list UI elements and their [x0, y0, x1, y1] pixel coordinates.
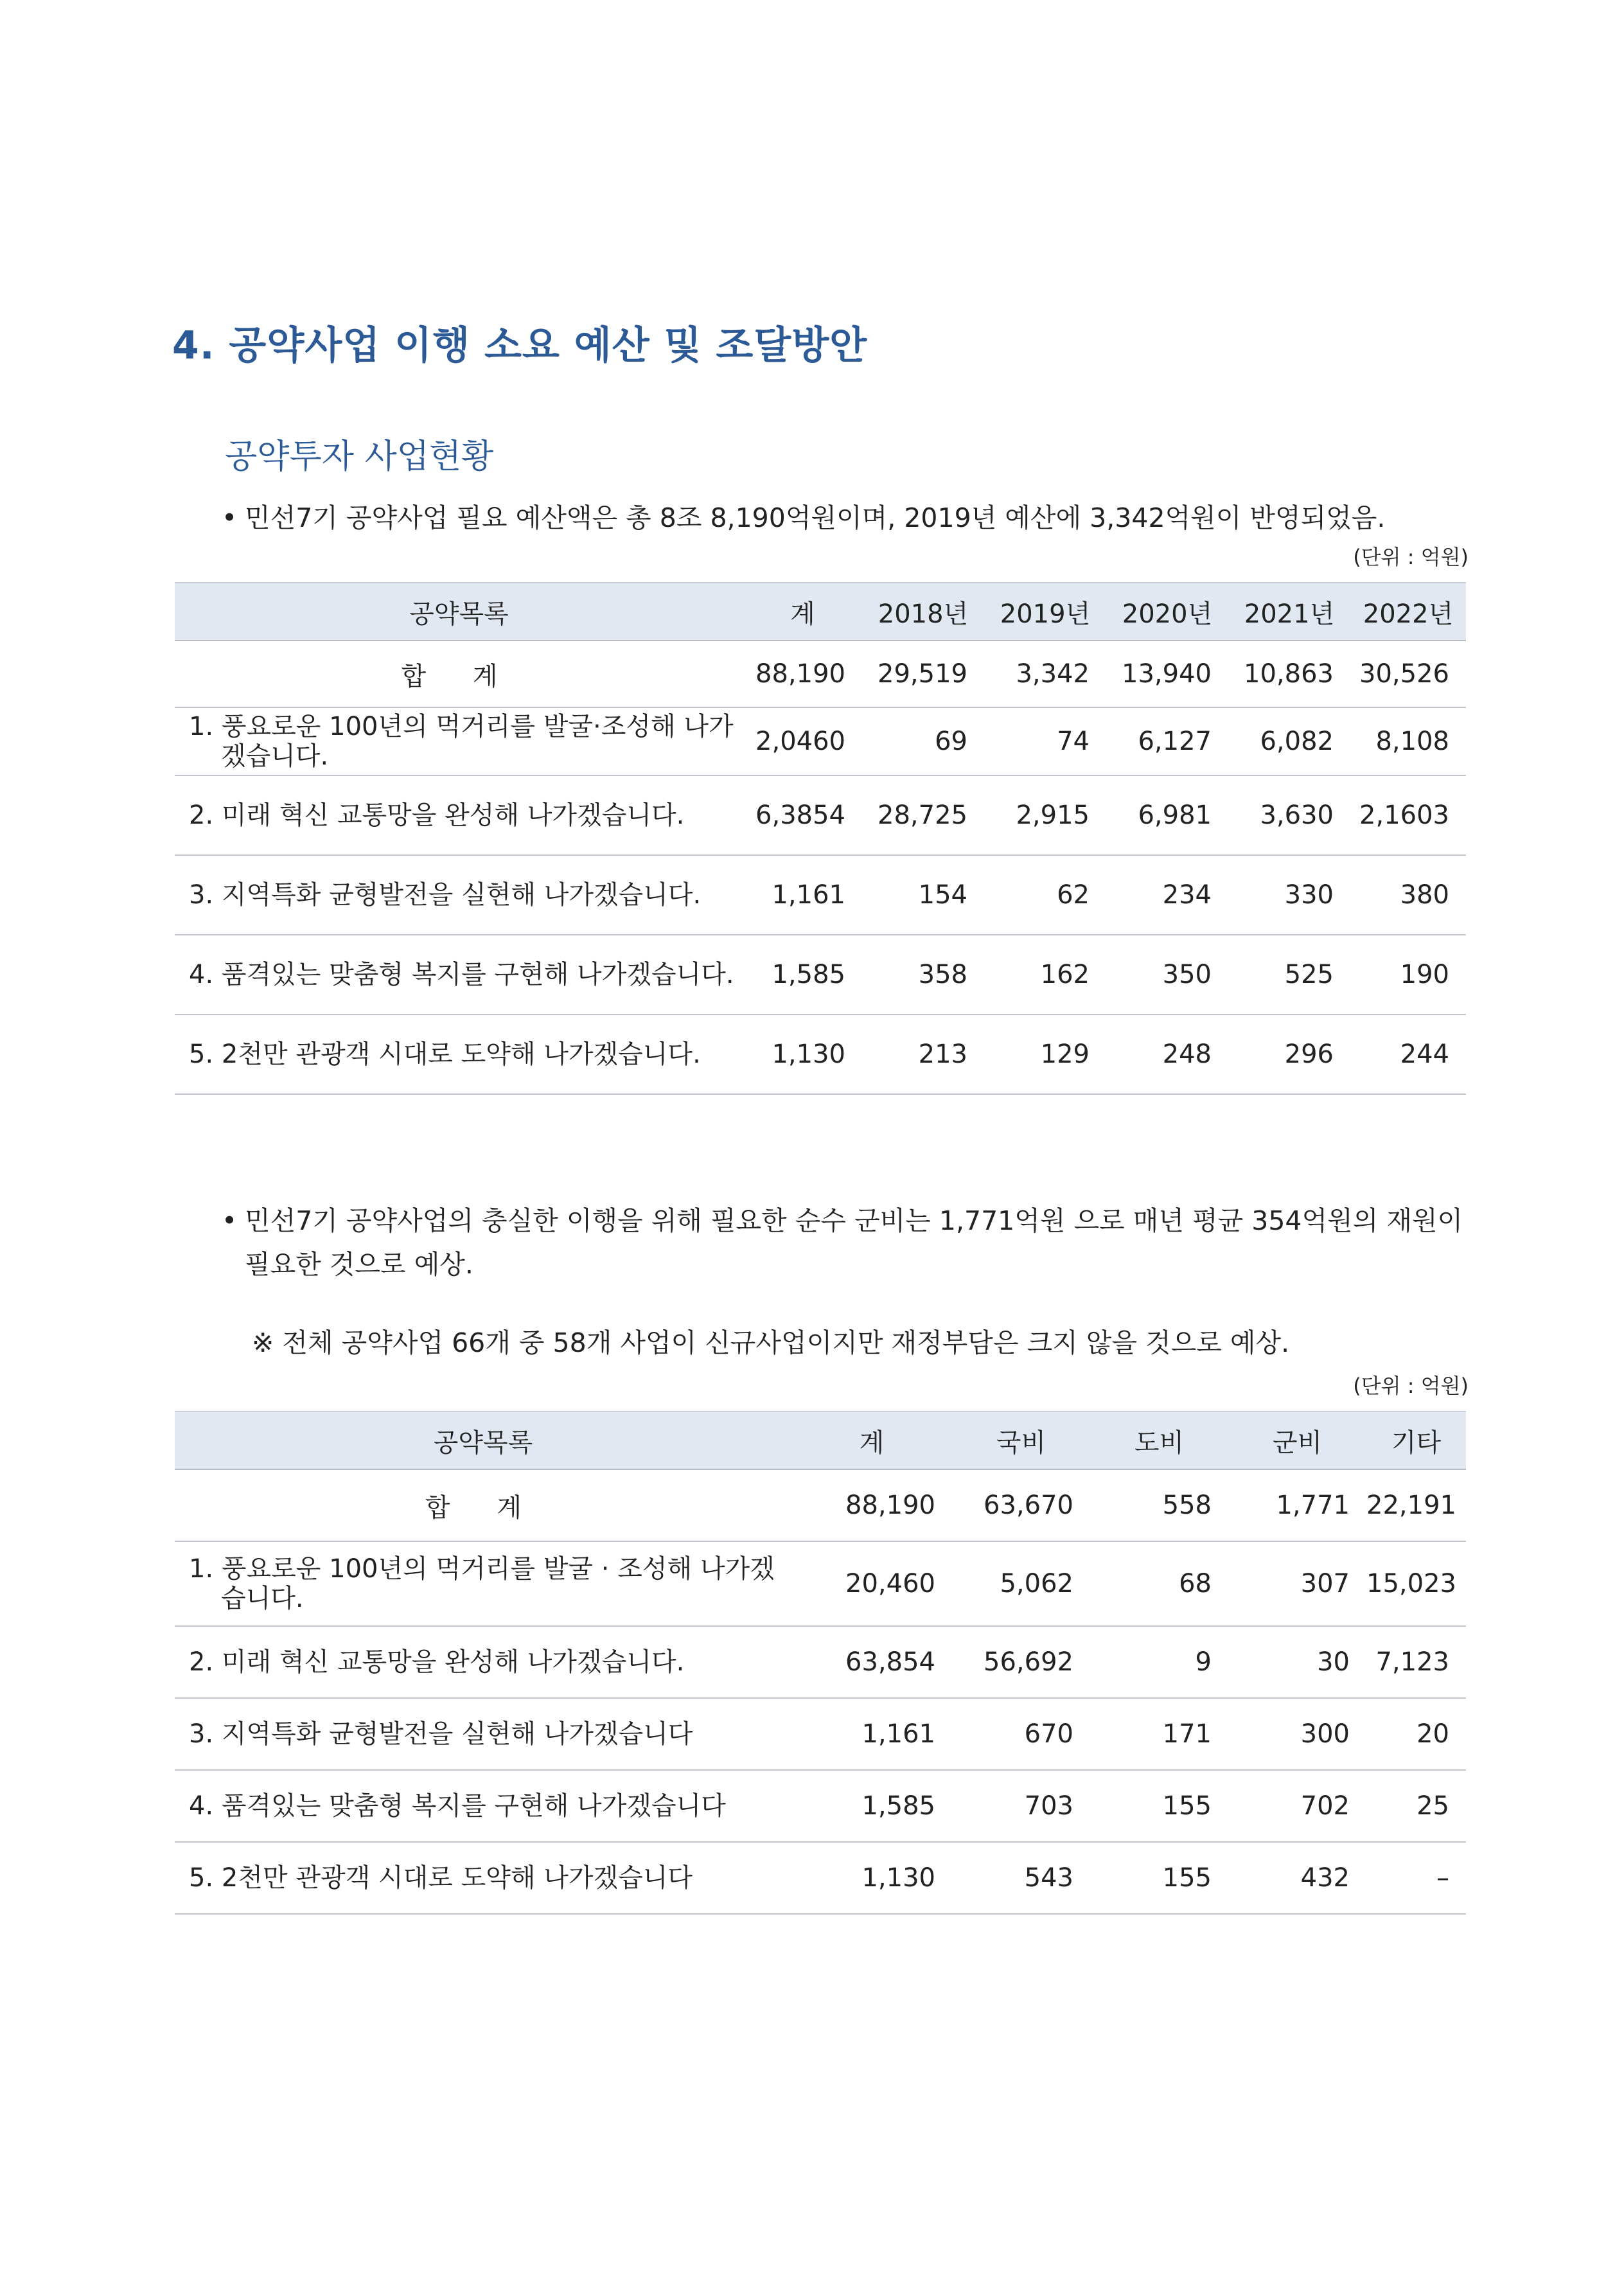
column-header: 계	[743, 583, 862, 641]
unit-label: (단위 : 억원)	[1353, 1374, 1469, 1398]
column-header: 2019년	[984, 583, 1106, 641]
table-row	[175, 1014, 1466, 1094]
table-row	[175, 775, 1466, 855]
table-cell: 154	[862, 855, 984, 935]
table-cell: 300	[1228, 1698, 1366, 1770]
pledge-name: 1. 풍요로운 100년의 먹거리를 발굴·조성해 나가겠습니다.	[175, 707, 743, 775]
table-cell: 1,130	[743, 1014, 862, 1094]
column-header: 공약목록	[175, 583, 743, 641]
table-cell: 330	[1228, 855, 1350, 935]
table-cell: 358	[862, 935, 984, 1014]
table-cell: 248	[1106, 1014, 1228, 1094]
table-row	[175, 1698, 1466, 1770]
table-cell: 56,692	[952, 1626, 1090, 1698]
table-cell: 6,082	[1228, 707, 1350, 775]
table-cell: 68	[1090, 1541, 1228, 1626]
column-header: 2020년	[1106, 583, 1228, 641]
table-cell: 22,191	[1366, 1469, 1466, 1541]
budget-by-year-table	[175, 582, 1466, 1095]
table-cell: 1,161	[791, 1698, 952, 1770]
table-cell: 350	[1106, 935, 1228, 1014]
table-header-row	[175, 583, 1466, 641]
column-header: 도비	[1090, 1412, 1228, 1469]
table-cell: 296	[1228, 1014, 1350, 1094]
column-header: 계	[791, 1412, 952, 1469]
table-row	[175, 1770, 1466, 1842]
table-cell: 63,854	[791, 1626, 952, 1698]
table-row	[175, 1626, 1466, 1698]
table-cell: 190	[1350, 935, 1466, 1014]
table-cell: 2,0460	[743, 707, 862, 775]
bullet-dot: •	[222, 502, 238, 533]
table-cell: 29,519	[862, 641, 984, 707]
note-text: ※ 전체 공약사업 66개 중 58개 사업이 신규사업이지만 재정부담은 크지 않을 것으로 예상.	[252, 1327, 1290, 1358]
table-cell: 7,123	[1366, 1626, 1466, 1698]
table-cell: 162	[984, 935, 1106, 1014]
table-cell: 10,863	[1228, 641, 1350, 707]
pledge-name: 3. 지역특화 균형발전을 실현해 나가겠습니다	[175, 1698, 791, 1770]
table-cell: 20,460	[791, 1541, 952, 1626]
table-row	[175, 1842, 1466, 1914]
table-cell: 1,130	[791, 1842, 952, 1914]
table-cell: 244	[1350, 1014, 1466, 1094]
table-cell: 63,670	[952, 1469, 1090, 1541]
table-cell: 25	[1366, 1770, 1466, 1842]
pledge-name: 1. 풍요로운 100년의 먹거리를 발굴 · 조성해 나가겠습니다.	[175, 1541, 791, 1626]
table-cell: 155	[1090, 1770, 1228, 1842]
table-cell: 6,3854	[743, 775, 862, 855]
table-row	[175, 855, 1466, 935]
pledge-name: 4. 품격있는 맞춤형 복지를 구현해 나가겠습니다.	[175, 935, 743, 1014]
column-header: 2022년	[1350, 583, 1466, 641]
table-cell: 30	[1228, 1626, 1366, 1698]
table-cell: 1,585	[791, 1770, 952, 1842]
table-cell: 88,190	[743, 641, 862, 707]
table-cell: 20	[1366, 1698, 1466, 1770]
bullet-dot: •	[222, 1205, 238, 1236]
table-cell: 9	[1090, 1626, 1228, 1698]
budget-by-source-table	[175, 1411, 1466, 1915]
table-cell: 5,062	[952, 1541, 1090, 1626]
table-cell: 2,1603	[1350, 775, 1466, 855]
column-header: 기타	[1366, 1412, 1466, 1469]
table-cell: 234	[1106, 855, 1228, 935]
table-cell: 171	[1090, 1698, 1228, 1770]
bullet-county-budget	[222, 1199, 1463, 1286]
table-cell: 670	[952, 1698, 1090, 1770]
table-cell: –	[1366, 1842, 1466, 1914]
table-cell: 30,526	[1350, 641, 1466, 707]
table-cell: 88,190	[791, 1469, 952, 1541]
pledge-name: 5. 2천만 관광객 시대로 도약해 나가겠습니다	[175, 1842, 791, 1914]
table-cell: 702	[1228, 1770, 1366, 1842]
table-cell: 28,725	[862, 775, 984, 855]
table-cell: 6,981	[1106, 775, 1228, 855]
table-row	[175, 707, 1466, 775]
total-label: 합 계	[175, 1469, 791, 1541]
table-cell: 62	[984, 855, 1106, 935]
total-row	[175, 1469, 1466, 1541]
total-label: 합 계	[175, 641, 743, 707]
column-header: 2021년	[1228, 583, 1350, 641]
total-row	[175, 641, 1466, 707]
pledge-name: 2. 미래 혁신 교통망을 완성해 나가겠습니다.	[175, 1626, 791, 1698]
sub-title: 공약투자 사업현황	[225, 438, 494, 476]
table-cell: 15,023	[1366, 1541, 1466, 1626]
table-cell: 6,127	[1106, 707, 1228, 775]
table-cell: 380	[1350, 855, 1466, 935]
table-cell: 1,161	[743, 855, 862, 935]
bullet-text: 민선7기 공약사업의 충실한 이행을 위해 필요한 순수 군비는 1,771억원 으로 매년 평균 354억원의 재원이	[245, 1205, 1463, 1236]
table-cell: 3,630	[1228, 775, 1350, 855]
bullet-text-continued: 필요한 것으로 예상.	[245, 1249, 473, 1280]
table-cell: 3,342	[984, 641, 1106, 707]
column-header: 공약목록	[175, 1412, 791, 1469]
table-cell: 2,915	[984, 775, 1106, 855]
pledge-name: 5. 2천만 관광객 시대로 도약해 나가겠습니다.	[175, 1014, 743, 1094]
table-cell: 8,108	[1350, 707, 1466, 775]
table-cell: 1,771	[1228, 1469, 1366, 1541]
pledge-name: 2. 미래 혁신 교통망을 완성해 나가겠습니다.	[175, 775, 743, 855]
pledge-name: 3. 지역특화 균형발전을 실현해 나가겠습니다.	[175, 855, 743, 935]
unit-label: (단위 : 억원)	[1353, 545, 1469, 569]
table-header-row	[175, 1412, 1466, 1469]
table-cell: 74	[984, 707, 1106, 775]
table-cell: 13,940	[1106, 641, 1228, 707]
section-title: 4. 공약사업 이행 소요 예산 및 조달방안	[172, 323, 868, 368]
table-cell: 213	[862, 1014, 984, 1094]
table-cell: 703	[952, 1770, 1090, 1842]
table-cell: 155	[1090, 1842, 1228, 1914]
bullet-budget-summary	[222, 496, 1385, 540]
column-header: 국비	[952, 1412, 1090, 1469]
column-header: 군비	[1228, 1412, 1366, 1469]
table-cell: 307	[1228, 1541, 1366, 1626]
table-cell: 129	[984, 1014, 1106, 1094]
column-header: 2018년	[862, 583, 984, 641]
table-cell: 1,585	[743, 935, 862, 1014]
table-cell: 558	[1090, 1469, 1228, 1541]
table-row	[175, 1541, 1466, 1626]
pledge-name: 4. 품격있는 맞춤형 복지를 구현해 나가겠습니다	[175, 1770, 791, 1842]
table-cell: 432	[1228, 1842, 1366, 1914]
table-cell: 525	[1228, 935, 1350, 1014]
table-cell: 69	[862, 707, 984, 775]
table-row	[175, 935, 1466, 1014]
table-cell: 543	[952, 1842, 1090, 1914]
bullet-text: 민선7기 공약사업 필요 예산액은 총 8조 8,190억원이며, 2019년 예산에 3,342억원이 반영되었음.	[245, 502, 1386, 533]
